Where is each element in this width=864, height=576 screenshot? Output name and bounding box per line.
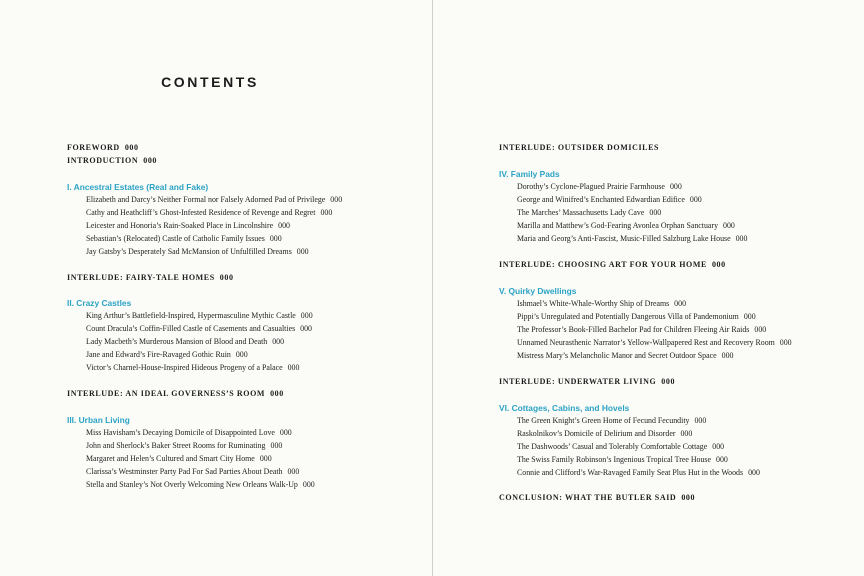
toc-entry-label: The Professor’s Book-Filled Bachelor Pad for Children Fleeing Air Raids xyxy=(517,325,750,334)
toc-entry-page-number: 000 xyxy=(743,312,756,321)
toc-entry[interactable] xyxy=(517,338,792,347)
toc-entry[interactable] xyxy=(517,455,728,464)
toc-entry-page-number: 000 xyxy=(674,299,687,308)
section-heading[interactable] xyxy=(499,169,560,179)
toc-entry-page-number: 000 xyxy=(694,416,707,425)
toc-entry-page-number: 000 xyxy=(269,234,282,243)
toc-entry-label: Elizabeth and Darcy’s Neither Formal nor Falsely Adorned Pad of Privilege xyxy=(86,195,326,204)
toc-entry[interactable] xyxy=(86,234,282,243)
page-title: CONTENTS xyxy=(161,74,259,90)
toc-entry-page-number: 000 xyxy=(287,467,300,476)
toc-entry-label: Leicester and Honoria’s Rain-Soaked Place in Lincolnshire xyxy=(86,221,274,230)
section-heading[interactable] xyxy=(499,286,576,296)
toc-interlude[interactable] xyxy=(499,260,726,269)
toc-entry[interactable] xyxy=(86,195,342,204)
toc-entry[interactable] xyxy=(86,428,292,437)
toc-entry-page-number: 000 xyxy=(259,454,272,463)
toc-entry-page-number: 000 xyxy=(748,468,760,477)
toc-entry-page-number: 000 xyxy=(689,195,702,204)
toc-entry-label: Miss Havisham’s Decaying Domicile of Disappointed Love xyxy=(86,428,275,437)
toc-entry-page-number: 000 xyxy=(712,442,725,451)
toc-entry-page-number: 000 xyxy=(296,247,309,256)
toc-entry[interactable] xyxy=(86,363,299,372)
toc-conclusion-page-number: 000 xyxy=(681,493,696,502)
toc-entry-page-number: 000 xyxy=(272,337,285,346)
toc-entry-page-number: 000 xyxy=(721,351,734,360)
toc-foreword-label: FOREWORD xyxy=(67,143,120,152)
toc-entry[interactable] xyxy=(86,247,309,256)
toc-interlude-label: INTERLUDE: CHOOSING ART FOR YOUR HOME xyxy=(499,260,707,269)
toc-entry-page-number: 000 xyxy=(649,208,662,217)
toc-entry-label: Victor’s Charnel-House-Inspired Hideous Progeny of a Palace xyxy=(86,363,283,372)
toc-entry-label: Lady Macbeth’s Murderous Mansion of Blood and Death xyxy=(86,337,268,346)
toc-entry[interactable] xyxy=(517,325,766,334)
toc-interlude-label: INTERLUDE: UNDERWATER LIVING xyxy=(499,377,657,386)
toc-entry-page-number: 000 xyxy=(680,429,693,438)
toc-entry[interactable] xyxy=(86,441,282,450)
toc-entry[interactable] xyxy=(517,195,702,204)
section-heading[interactable] xyxy=(67,182,208,192)
toc-introduction[interactable] xyxy=(67,156,157,165)
toc-entry-page-number: 000 xyxy=(716,455,728,464)
toc-entry-label: Sebastian’s (Relocated) Castle of Catholic Family Issues xyxy=(86,234,265,243)
toc-entry-label: Jay Gatsby’s Desperately Sad McMansion of Unfulfilled Dreams xyxy=(86,247,292,256)
toc-entry-label: Unnamed Neurasthenic Narrator’s Yellow-Wallpapered Rest and Recovery Room xyxy=(517,338,775,347)
toc-entry[interactable] xyxy=(86,467,299,476)
toc-entry-label: Count Dracula’s Coffin-Filled Castle of Casements and Casualties xyxy=(86,324,296,333)
toc-foreword[interactable] xyxy=(67,143,139,152)
toc-entry-label: Ishmael’s White-Whale-Worthy Ship of Dreams xyxy=(517,299,670,308)
right-page xyxy=(433,0,864,576)
toc-interlude[interactable] xyxy=(499,143,659,152)
toc-entry-page-number: 000 xyxy=(320,208,333,217)
section-heading-label: VI. Cottages, Cabins, and Hovels xyxy=(499,403,630,413)
toc-entry[interactable] xyxy=(517,351,733,360)
toc-interlude[interactable] xyxy=(67,273,234,282)
toc-entry[interactable] xyxy=(517,299,686,308)
toc-entry[interactable] xyxy=(86,311,313,320)
section-heading-label: III. Urban Living xyxy=(67,415,130,425)
toc-entry-label: Pippi’s Unregulated and Potentially Dangerous Villa of Pandemonium xyxy=(517,312,739,321)
toc-entry-page-number: 000 xyxy=(735,234,748,243)
toc-entry-label: Cathy and Heathcliff’s Ghost-Infested Residence of Revenge and Regret xyxy=(86,208,316,217)
toc-introduction-page-number: 000 xyxy=(143,156,158,165)
toc-interlude[interactable] xyxy=(67,389,284,398)
toc-entry-page-number: 000 xyxy=(278,221,290,230)
toc-entry[interactable] xyxy=(517,312,756,321)
toc-entry[interactable] xyxy=(517,416,706,425)
toc-entry[interactable] xyxy=(86,454,272,463)
toc-entry-label: Margaret and Helen’s Cultured and Smart City Home xyxy=(86,454,255,463)
toc-entry-page-number: 000 xyxy=(279,428,292,437)
toc-interlude-label: INTERLUDE: FAIRY-TALE HOMES xyxy=(67,273,215,282)
toc-entry-label: Marilla and Matthew’s God-Fearing Avonlea Orphan Sanctuary xyxy=(517,221,719,230)
toc-entry-page-number: 000 xyxy=(270,441,283,450)
toc-entry-label: The Marches’ Massachusetts Lady Cave xyxy=(517,208,645,217)
toc-entry-page-number: 000 xyxy=(754,325,767,334)
toc-conclusion[interactable] xyxy=(499,493,695,502)
section-heading-label: I. Ancestral Estates (Real and Fake) xyxy=(67,182,209,192)
toc-interlude-page-number: 000 xyxy=(270,389,284,398)
toc-entry-label: Raskolnikov’s Domicile of Delirium and Disorder xyxy=(517,429,676,438)
toc-conclusion-label: CONCLUSION: WHAT THE BUTLER SAID xyxy=(499,493,677,502)
toc-entry-page-number: 000 xyxy=(723,221,735,230)
toc-interlude-label: INTERLUDE: OUTSIDER DOMICILES xyxy=(499,143,660,152)
toc-entry[interactable] xyxy=(86,350,248,359)
toc-entry-label: King Arthur’s Battlefield-Inspired, Hypermasculine Mythic Castle xyxy=(86,311,296,320)
toc-entry[interactable] xyxy=(86,337,284,346)
toc-foreword-page-number: 000 xyxy=(124,143,139,152)
toc-entry-page-number: 000 xyxy=(330,195,343,204)
toc-entry[interactable] xyxy=(517,221,735,230)
toc-entry-page-number: 000 xyxy=(779,338,792,347)
toc-entry[interactable] xyxy=(517,234,747,243)
toc-entry[interactable] xyxy=(517,208,661,217)
toc-interlude-page-number: 000 xyxy=(661,377,676,386)
toc-entry[interactable] xyxy=(517,182,682,191)
toc-entry[interactable] xyxy=(517,442,724,451)
toc-introduction-label: INTRODUCTION xyxy=(67,156,139,165)
toc-entry-label: Stella and Stanley’s Not Overly Welcoming New Orleans Walk-Up xyxy=(86,480,298,489)
toc-entry[interactable] xyxy=(86,221,290,230)
toc-entry-page-number: 000 xyxy=(287,363,300,372)
toc-entry-label: Maria and Georg’s Anti-Fascist, Music-Filled Salzburg Lake House xyxy=(517,234,731,243)
toc-entry-label: George and Winifred’s Enchanted Edwardian Edifice xyxy=(517,195,685,204)
toc-interlude-label: INTERLUDE: AN IDEAL GOVERNESS’S ROOM xyxy=(67,389,266,398)
toc-entry-label: The Green Knight’s Green Home of Fecund Fecundity xyxy=(517,416,690,425)
toc-entry-label: Jane and Edward’s Fire-Ravaged Gothic Ruin xyxy=(86,350,231,359)
toc-entry-label: John and Sherlock’s Baker Street Rooms for Ruminating xyxy=(86,441,266,450)
section-heading-label: IV. Family Pads xyxy=(499,169,560,179)
section-heading[interactable] xyxy=(67,415,130,425)
toc-entry[interactable] xyxy=(517,468,760,477)
toc-interlude-page-number: 000 xyxy=(711,260,726,269)
toc-entry-page-number: 000 xyxy=(300,324,312,333)
section-heading[interactable] xyxy=(67,298,131,308)
toc-entry[interactable] xyxy=(86,480,315,489)
toc-entry[interactable] xyxy=(86,208,332,217)
toc-entry[interactable] xyxy=(517,429,692,438)
toc-entry-page-number: 000 xyxy=(300,311,313,320)
section-heading-label: V. Quirky Dwellings xyxy=(499,286,577,296)
toc-entry-label: Connie and Clifford’s War-Ravaged Family Seat Plus Hut in the Woods xyxy=(517,468,744,477)
toc-entry-label: The Swiss Family Robinson’s Ingenious Tropical Tree House xyxy=(517,455,711,464)
toc-entry-page-number: 000 xyxy=(669,182,682,191)
toc-interlude-page-number: 000 xyxy=(219,273,234,282)
section-heading-label: II. Crazy Castles xyxy=(67,298,132,308)
toc-entry[interactable] xyxy=(86,324,312,333)
toc-entry-page-number: 000 xyxy=(235,350,248,359)
toc-entry-label: Mistress Mary’s Melancholic Manor and Secret Outdoor Space xyxy=(517,351,717,360)
toc-interlude[interactable] xyxy=(499,377,675,386)
toc-entry-label: Clarissa’s Westminster Party Pad For Sad Parties About Death xyxy=(86,467,283,476)
toc-entry-page-number: 000 xyxy=(302,480,315,489)
toc-entry-label: The Dashwoods’ Casual and Tolerably Comfortable Cottage xyxy=(517,442,708,451)
toc-entry-label: Dorothy’s Cyclone-Plagued Prairie Farmhouse xyxy=(517,182,665,191)
section-heading[interactable] xyxy=(499,403,629,413)
